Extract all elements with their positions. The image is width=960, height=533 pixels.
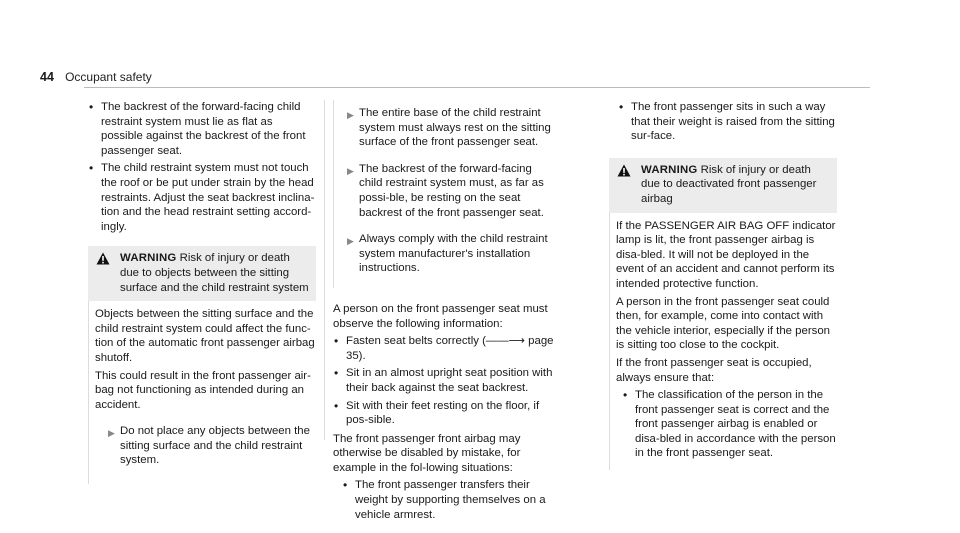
bullet-list (618, 100, 837, 144)
note-item (334, 100, 553, 156)
airbag-paragraph: The front passenger front airbag may otherwise be disabled by mistake, for example in the fol-lowing situations: (333, 432, 521, 474)
warning-header (609, 158, 837, 213)
warning-label: WARNING (120, 252, 177, 265)
triangle-right-icon: ▶ (108, 428, 115, 439)
bullet-list (88, 100, 316, 234)
page-number: 44 (40, 70, 54, 84)
section-title: Occupant safety (65, 70, 152, 84)
triangle-right-icon: ▶ (347, 110, 354, 120)
list-item: • The child restraint system must not touch the roof or be put under strain by the head restraints. Adjust the seat backrest inclina-tion and the head restraint setting accord-ingly. (88, 161, 316, 234)
note-text: Always comply with the child restraint system manufacturer's installation instructions. (359, 233, 548, 275)
warning-header (88, 246, 316, 301)
intro-paragraph: A person on the front passenger seat must observe the following information: (333, 302, 548, 330)
column-right (609, 100, 837, 470)
bullet-list (342, 478, 561, 522)
warning-paragraph: If the PASSENGER AIR BAG OFF indicator lamp is lit, the front passenger airbag is disa-bled. It will not be deployed in the event of an accident and cannot perform its intended protective function. (616, 219, 836, 290)
page-reference-link[interactable]: Fasten seat belts correctly (——⟶ page 35). (346, 335, 554, 362)
warning-label: WARNING (641, 163, 698, 176)
warning-paragraph: A person in the front passenger seat could then, for example, come into contact with the vehicle interior, especially if the person is sitting too close to the cockpit. (616, 295, 831, 352)
list-item: • Sit with their feet resting on the floor, if pos-sible. (333, 399, 561, 428)
warning-title: Risk of injury or death due to objects between the sitting surface and the child restraint system (120, 252, 309, 294)
bullet-list (333, 334, 561, 428)
warning-paragraph: Objects between the sitting surface and the child restraint system could affect the func-tion of the automatic front passenger airbag shutoff. (95, 308, 315, 364)
bullet-list (622, 388, 837, 461)
column-divider (324, 100, 325, 440)
triangle-right-icon: ▶ (347, 236, 354, 247)
note-group (333, 100, 553, 288)
warning-triangle-icon (96, 252, 110, 265)
warning-box (88, 246, 316, 484)
list-item: • The front passenger transfers their weight by supporting themselves on a vehicle armrest. (342, 478, 561, 522)
list-item: • The front passenger sits in such a way that their weight is raised from the sitting sur-face. (618, 100, 837, 144)
triangle-right-icon: ▶ (347, 165, 354, 176)
note-item (334, 226, 553, 282)
note-text: The backrest of the forward-facing child restraint system must, as far as possi-ble, be resting on the seat backrest of the front passenger seat. (359, 162, 544, 219)
header-divider (84, 87, 870, 88)
list-item: • The backrest of the forward-facing child restraint system must lie as flat as possible against the backrest of the front passenger seat. (88, 100, 316, 158)
page-header (40, 70, 152, 88)
warning-body (609, 213, 837, 471)
column-left (88, 100, 316, 484)
list-item (333, 334, 561, 363)
warning-body (88, 301, 316, 484)
warning-box (609, 158, 837, 470)
note-text: The entire base of the child restraint system must always rest on the sitting surface of the front passenger seat. (359, 107, 551, 149)
column-middle (333, 100, 561, 525)
warning-paragraph: If the front passenger seat is occupied, always ensure that: (616, 356, 812, 384)
warning-triangle-icon (617, 164, 631, 177)
list-item: • The classification of the person in the front passenger seat is correct and the front passenger airbag is enabled or disa-bled in accordance with the person in the front passenger seat. (622, 388, 837, 461)
warning-title: Risk of injury or death due to deactivated front passenger airbag (641, 163, 817, 205)
warning-paragraph: This could result in the front passenger air-bag not functioning as intended during an accident. (95, 369, 311, 411)
note-text: Do not place any objects between the sitting surface and the child restraint system. (120, 425, 310, 467)
warning-action-note (95, 418, 316, 474)
note-item (334, 156, 553, 226)
list-item: • Sit in an almost upright seat position with their back against the seat backrest. (333, 366, 561, 395)
